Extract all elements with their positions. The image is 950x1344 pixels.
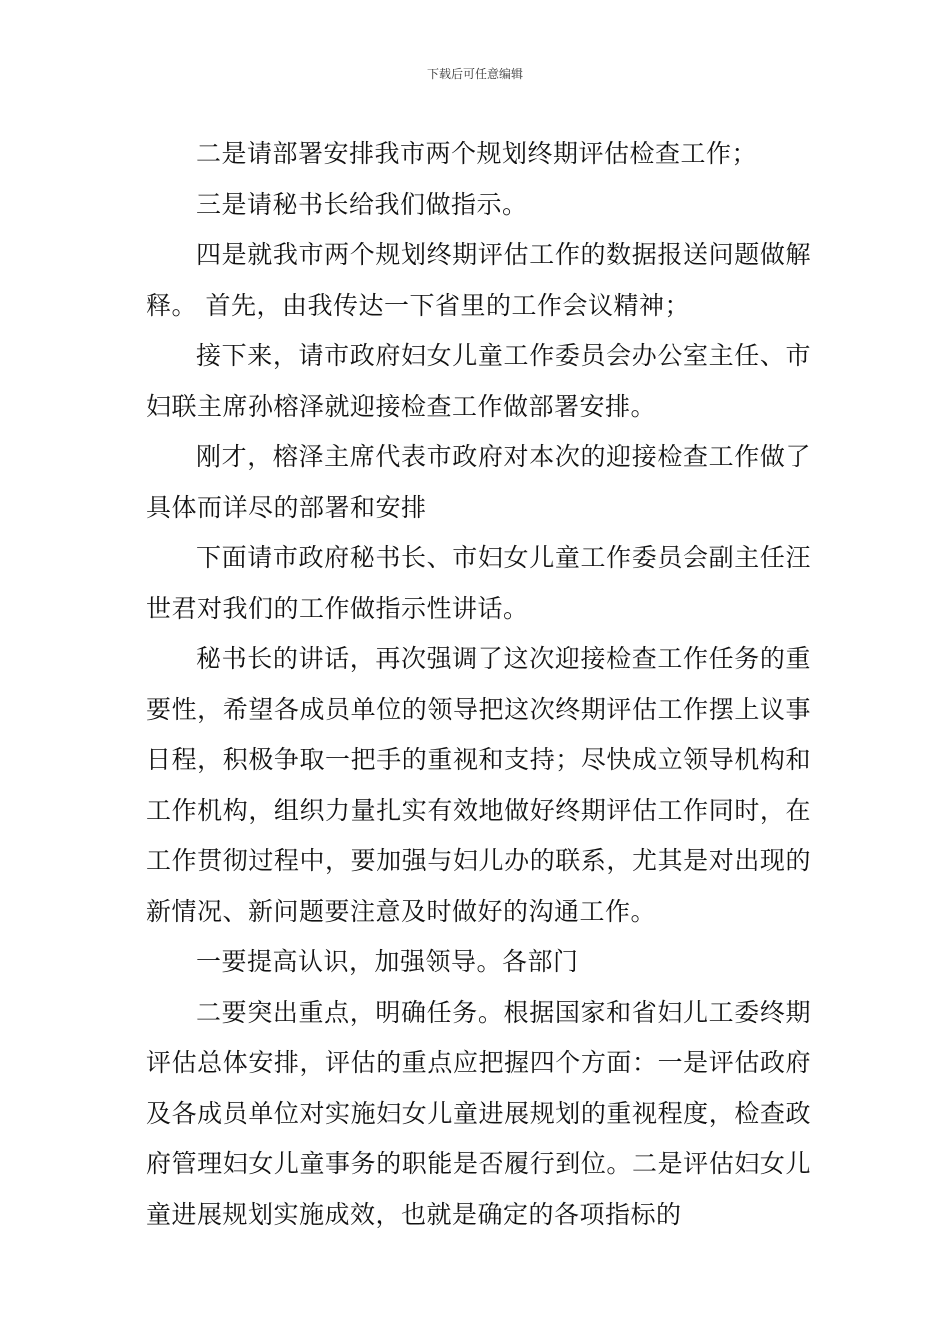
page-header: 下载后可任意编辑	[426, 67, 523, 81]
paragraph: 一要提高认识，加强领导。各部门	[196, 947, 579, 976]
paragraph: 二要突出重点，明确任务。根据国家和省妇儿工委终期评估总体安排，评估的重点应把握四个方面：一是评估政府及各成员单位对实施妇女儿童进展规划的重视程度，检查政府管理妇女儿童事务的职能是否履行到位。二是评估妇女儿童进展规划实施成效，也就是确定的各项指标的	[146, 997, 811, 1229]
paragraph: 四是就我市两个规划终期评估工作的数据报送问题做解释。 首先，由我传达一下省里的工作会议精神；	[146, 240, 811, 320]
paragraph: 秘书长的讲话，再次强调了这次迎接检查工作任务的重要性，希望各成员单位的领导把这次终期评估工作摆上议事日程，积极争取一把手的重视和支持；尽快成立领导机构和工作机构，组织力量扎实有效地做好终期评估工作同时，在工作贯彻过程中，要加强与妇儿办的联系，尤其是对出现的新情况、新问题要注意及时做好的沟通工作。	[146, 644, 811, 926]
paragraph: 三是请秘书长给我们做指示。	[196, 189, 528, 219]
paragraph: 二是请部署安排我市两个规划终期评估检查工作；	[196, 139, 758, 168]
paragraph: 刚才，榕泽主席代表市政府对本次的迎接检查工作做了具体而详尽的部署和安排	[146, 442, 811, 522]
document-body	[146, 129, 811, 1240]
paragraph: 接下来，请市政府妇女儿童工作委员会办公室主任、市妇联主席孙榕泽就迎接检查工作做部署安排。	[146, 341, 811, 421]
paragraph: 下面请市政府秘书长、市妇女儿童工作委员会副主任汪世君对我们的工作做指示性讲话。	[146, 543, 811, 623]
